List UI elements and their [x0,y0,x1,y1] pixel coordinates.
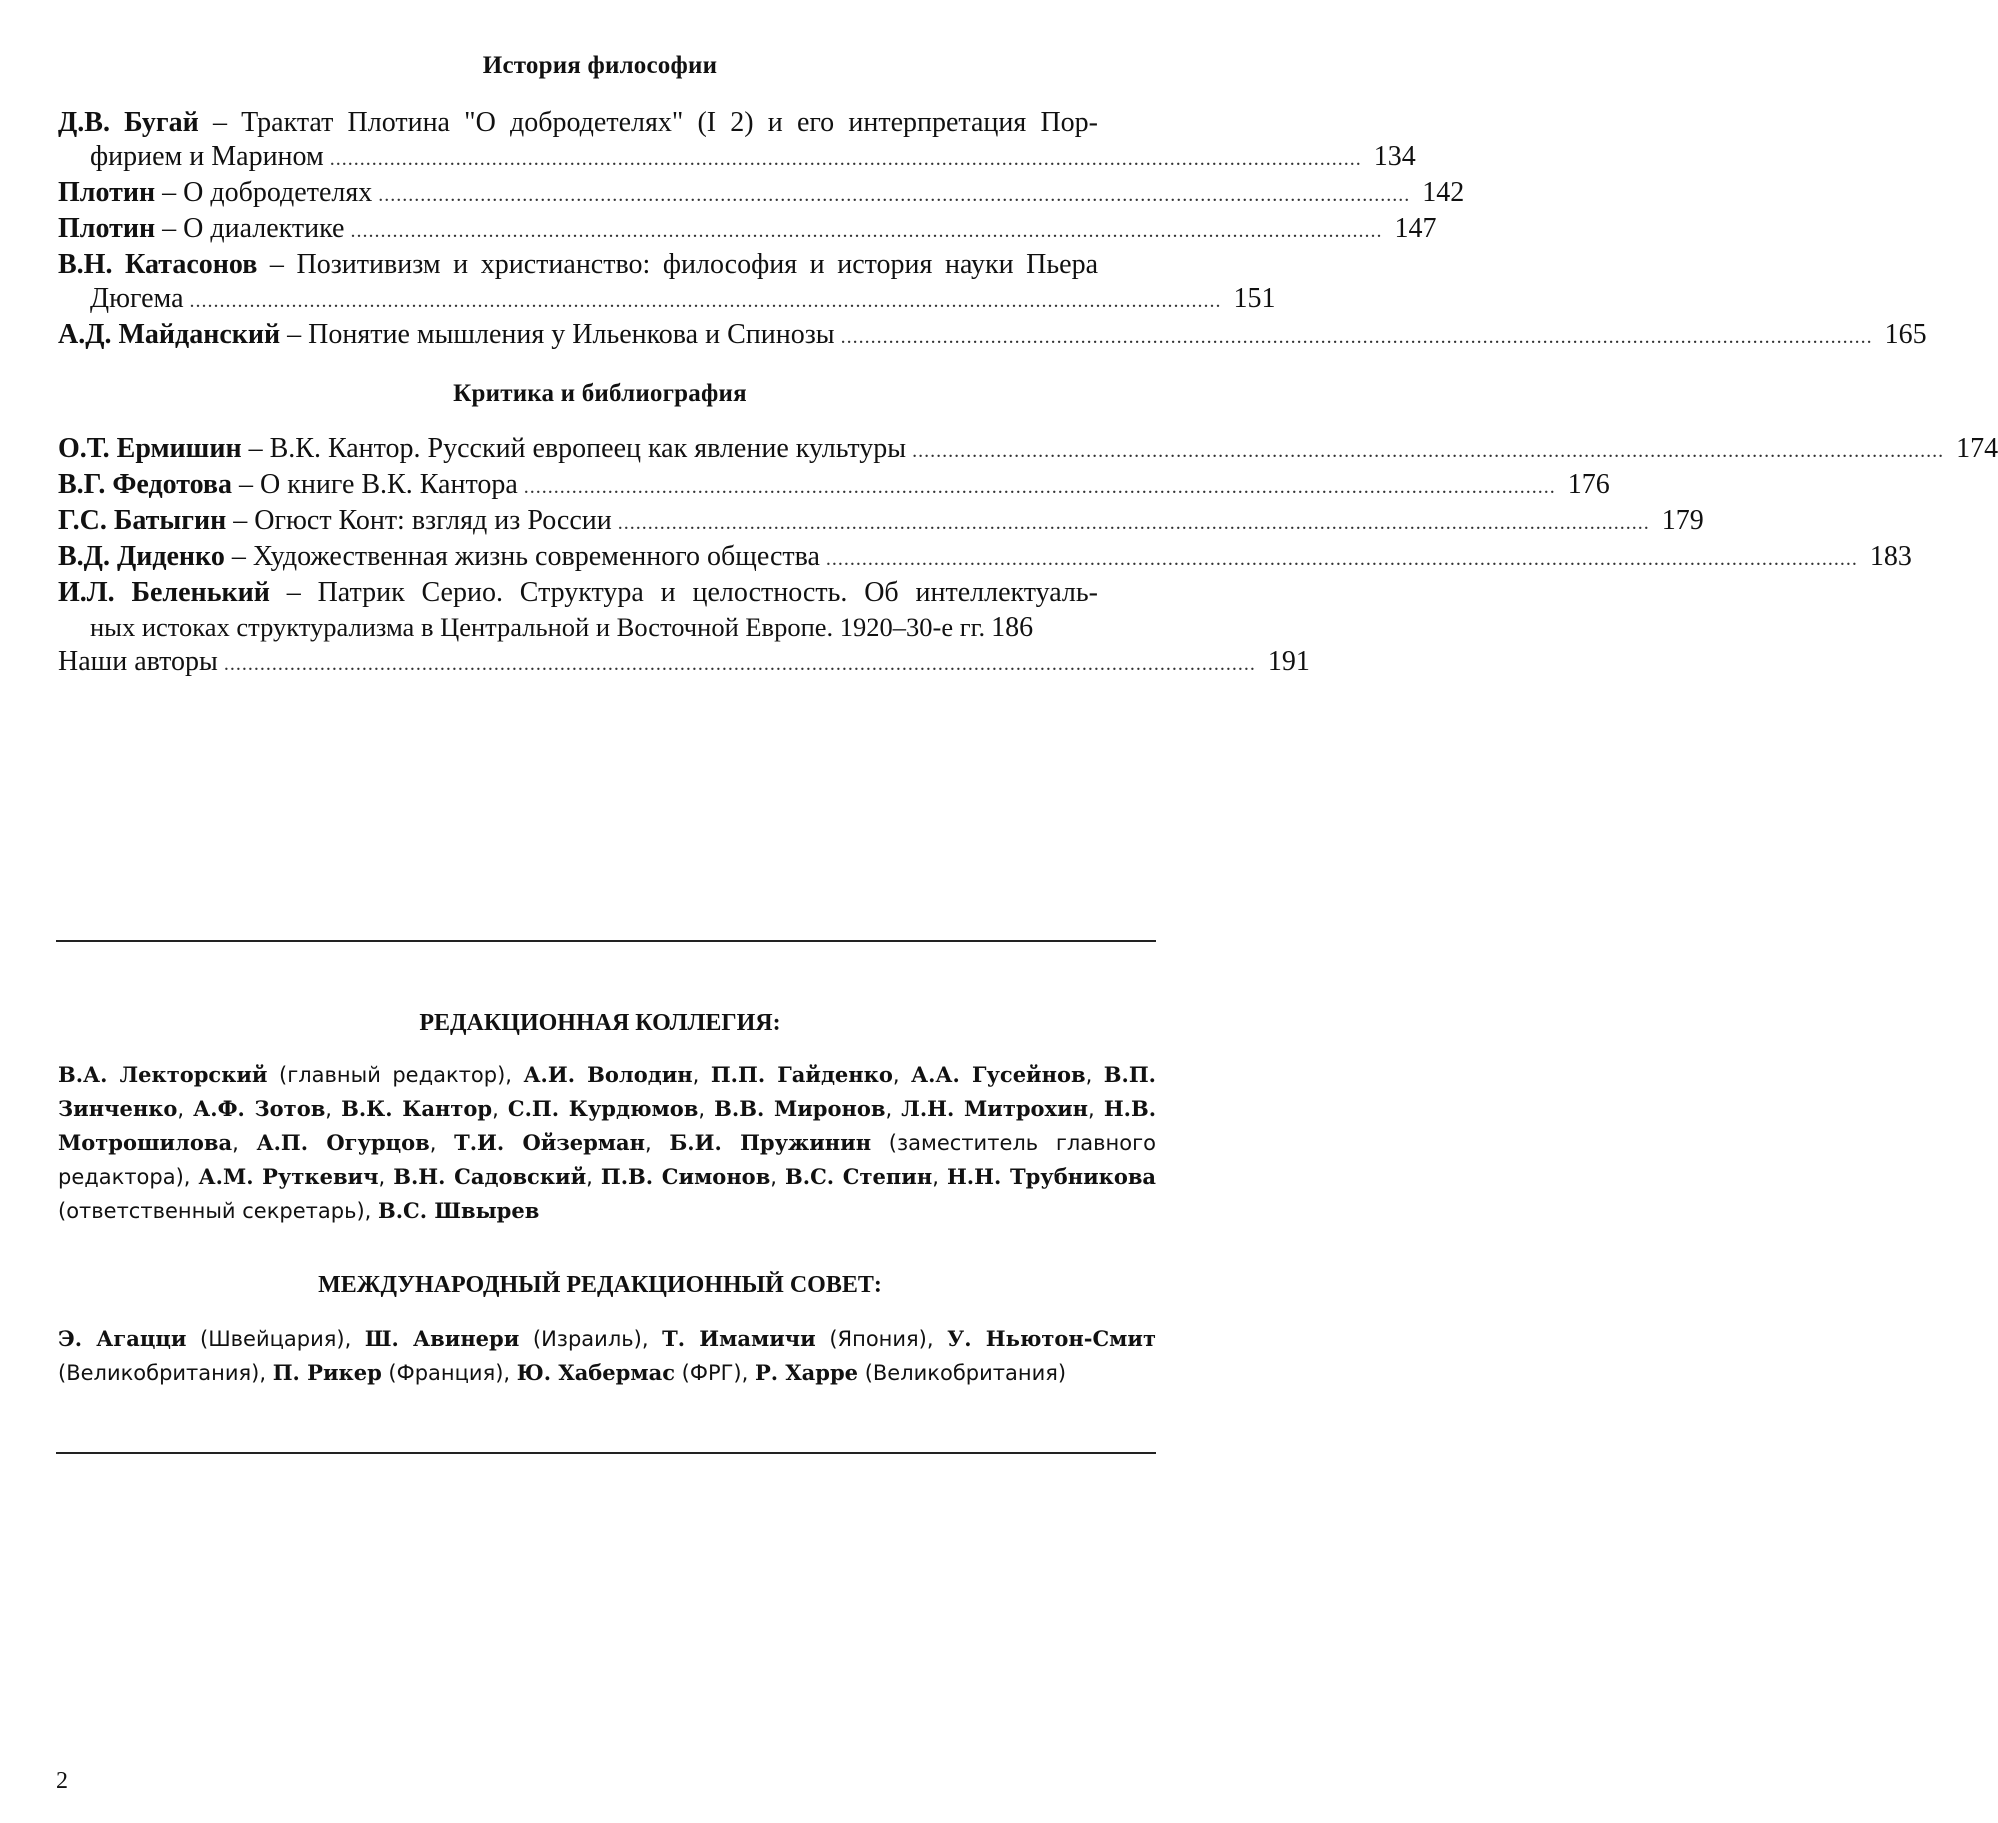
board-member [711,1063,911,1087]
toc-title: – Огюст Конт: взгляд из России [226,505,612,536]
toc-page-number: 151 [1233,283,1276,314]
toc-entry [58,576,1156,645]
board-member-name: Т.И. Ойзерман [454,1130,646,1155]
toc-entry-line [58,318,1927,354]
toc-title: – Художественная жизнь современного общества [224,541,820,572]
toc-author: А.Д. Майданский [58,319,281,350]
toc-author: Плотин [58,177,156,208]
leader-dots: ............................................................................................................................................................................ [523,476,1556,498]
board-member-note: , [177,1097,194,1121]
toc-title: – О книге В.К. Кантора [232,469,518,500]
toc-entry-line [58,504,1704,540]
board-member [378,1199,539,1223]
toc-page-number: 174 [1956,433,1998,464]
toc-title-continued: ных истоках структурализма в Центральной и Восточной Европе. 1920–30-е гг. [90,612,986,642]
international-council-members [58,1322,1156,1390]
leader-dots: ............................................................................................................................................................................ [840,326,1873,348]
board-member-name: В.П. Зинченко [58,1062,1156,1121]
board-member-name: Л.Н. Митрохин [901,1096,1089,1121]
toc-entry [58,106,1416,176]
board-member-note: , [698,1097,715,1121]
council-member [755,1361,1066,1385]
council-member-note: (Франция), [381,1361,517,1385]
divider-rule [56,940,1156,942]
board-member-name: А.П. Огурцов [256,1130,430,1155]
board-member-name: В.Н. Садовский [393,1164,587,1189]
toc-entry [58,176,1465,212]
toc-entry-line [58,282,1276,318]
board-member-note: , [770,1165,786,1189]
board-member [393,1165,601,1189]
toc-entry-line [58,540,1912,576]
divider-rule [56,1452,1156,1454]
board-member-name: Б.И. Пружинин [669,1130,872,1155]
toc-entry-line [58,468,1610,504]
toc-entry-line [58,432,1998,468]
council-member-name: Ш. Авинери [364,1326,520,1351]
board-member [714,1097,901,1121]
council-member-note: (Великобритания), [58,1361,273,1385]
board-member-note: , [932,1165,947,1189]
section-title-history: История философии [482,52,718,79]
council-member-name: П. Рикер [272,1360,382,1385]
leader-dots: ............................................................................................................................................................................ [378,184,1411,206]
toc-page-number: 176 [1567,469,1610,500]
board-member-name: В.С. Степин [785,1164,933,1189]
toc-title: – Понятие мышления у Ильенкова и Спинозы [280,319,835,350]
board-member-note: , [429,1131,455,1155]
toc-entry-line [58,248,1098,282]
page-number: 2 [56,1768,68,1794]
leader-dots: ............................................................................................................................................................................ [617,512,1650,534]
toc-title: – Позитивизм и христианство: философия и история науки Пьера [257,249,1099,280]
board-member-name: С.П. Курдюмов [507,1096,699,1121]
toc-author: В.Д. Диденко [58,541,225,572]
editorial-board-heading: РЕДАКЦИОННАЯ КОЛЛЕГИЯ: [419,1010,781,1036]
council-member [662,1327,947,1351]
toc-title: – О диалектике [155,213,345,244]
council-member [365,1327,662,1351]
board-member-name: В.А. Лекторский [58,1062,268,1087]
toc-entry-line [58,576,1098,610]
board-member-note: , [1088,1097,1104,1121]
board-member-name: В.С. Швырев [378,1198,540,1223]
council-member-name: Э. Агацци [58,1326,187,1351]
toc-entry-line [58,645,1310,681]
toc-entry [58,432,1998,468]
toc-page-number: 147 [1394,213,1437,244]
board-member-note: , [378,1165,394,1189]
leader-dots: ............................................................................................................................................................................ [329,148,1362,170]
board-member [523,1063,710,1087]
leader-dots: ............................................................................................................................................................................ [223,653,1256,675]
toc-entry [58,318,1927,354]
board-member-note: , [325,1097,342,1121]
board-member-name: П.П. Гайденко [710,1062,893,1087]
council-member [58,1327,365,1351]
toc-entry-line [58,610,1156,645]
toc-title-continued: Дюгема [90,283,184,314]
section-title-criticism: Критика и библиография [453,380,747,407]
board-member-note: , [885,1097,902,1121]
toc-page-number: 183 [1869,541,1912,572]
toc-entry [58,212,1437,248]
toc-page-number: 186 [991,612,1034,643]
board-member [901,1097,1104,1121]
international-council-heading: МЕЖДУНАРОДНЫЙ РЕДАКЦИОННЫЙ СОВЕТ: [318,1272,882,1298]
board-member [911,1063,1104,1087]
toc-history [58,106,1927,354]
toc-author: В.Н. Катасонов [58,249,258,280]
toc-page-number: 179 [1661,505,1704,536]
toc-title-continued: фирием и Марином [90,141,324,172]
board-member-note: , [892,1063,912,1087]
toc-entry [58,645,1310,681]
board-member-note: , [232,1131,257,1155]
board-member [785,1165,947,1189]
toc-page-number: 142 [1422,177,1465,208]
council-member-note: (Великобритания) [858,1361,1067,1385]
council-member [273,1361,517,1385]
toc-entry [58,504,1704,540]
council-member-name: Т. Имамичи [662,1326,816,1351]
council-member-name: У. Ньютон-Смит [947,1326,1157,1351]
board-member-note: , [492,1097,508,1121]
toc-entry-line [58,106,1098,140]
board-member [193,1097,341,1121]
toc-criticism [58,432,1998,681]
board-member-note: , [692,1063,711,1087]
toc-title: – Патрик Серио. Структура и целостность. Об интеллектуаль- [269,577,1098,608]
council-member-name: Ю. Хабермас [516,1360,675,1385]
council-member-name: Р. Харре [754,1360,859,1385]
toc-entry-line [58,140,1416,176]
council-member-note: (Израиль), [519,1327,663,1351]
board-member-note: , [645,1131,670,1155]
board-member-note: (ответственный секретарь), [58,1199,378,1223]
toc-author: И.Л. Беленький [58,577,270,608]
toc-author: Г.С. Батыгин [58,505,227,536]
board-member-name: В.К. Кантор [341,1096,493,1121]
board-member-name: П.В. Симонов [600,1164,771,1189]
board-member-name: А.И. Володин [523,1062,693,1087]
council-member-note: (Япония), [815,1327,948,1351]
toc-entry-line [58,176,1465,212]
leader-dots: ............................................................................................................................................................................ [825,548,1858,570]
toc-title: – О добродетелях [155,177,373,208]
toc-title: – Трактат Плотина "О добродетелях" (I 2) и его интерпретация Пор- [198,107,1098,138]
toc-author: Плотин [58,213,156,244]
board-member [508,1097,714,1121]
toc-author: В.Г. Федотова [58,469,233,500]
toc-page-number: 191 [1267,646,1310,677]
leader-dots: ............................................................................................................................................................................ [912,440,1945,462]
board-member [199,1165,394,1189]
board-member-name: Н.В. Мотрошилова [58,1096,1157,1155]
toc-title: – В.К. Кантор. Русский европеец как явление культуры [241,433,907,464]
toc-title: Наши авторы [58,646,218,677]
council-member-note: (ФРГ), [675,1361,755,1385]
board-member-name: А.А. Гусейнов [911,1062,1086,1087]
board-member-note: (главный редактор), [267,1063,524,1087]
toc-page-number: 165 [1884,319,1927,350]
toc-page-number: 134 [1373,141,1416,172]
board-member [341,1097,508,1121]
council-member-note: (Швейцария), [186,1327,365,1351]
board-member [601,1165,785,1189]
toc-author: Д.В. Бугай [58,107,199,138]
board-member-name: А.М. Руткевич [198,1164,379,1189]
board-member-note: (заместитель главного редактора), [58,1131,1156,1189]
toc-entry-line [58,212,1437,248]
board-member-name: Н.Н. Трубникова [946,1164,1157,1189]
board-member [58,1063,523,1087]
toc-author: О.Т. Ермишин [58,433,242,464]
board-member-name: В.В. Миронов [714,1096,886,1121]
toc-entry [58,248,1276,318]
board-member [256,1131,454,1155]
board-member-note: , [586,1165,601,1189]
toc-entry [58,540,1912,576]
board-member [454,1131,669,1155]
editorial-board-members [58,1058,1156,1228]
council-member [517,1361,755,1385]
leader-dots: ............................................................................................................................................................................ [350,220,1383,242]
toc-entry [58,468,1610,504]
board-member-note: , [1085,1063,1104,1087]
leader-dots: ............................................................................................................................................................................ [189,290,1222,312]
board-member-name: А.Ф. Зотов [193,1096,326,1121]
